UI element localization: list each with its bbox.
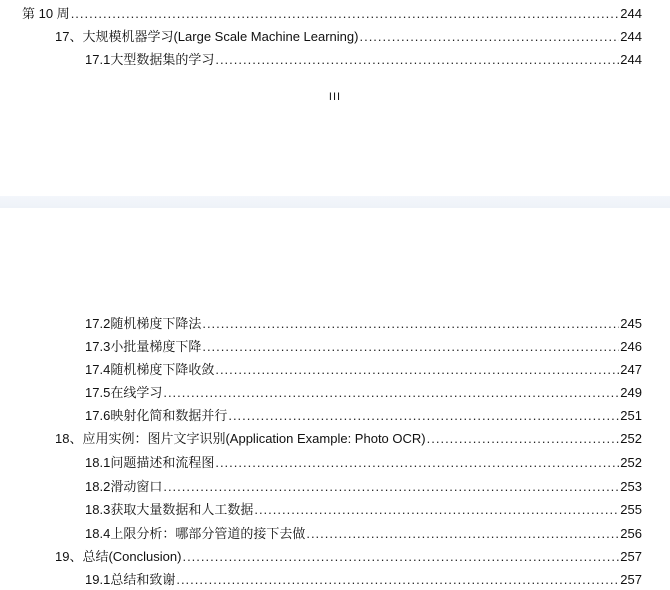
toc-page-top <box>0 0 670 196</box>
toc-leader-dots <box>163 383 619 403</box>
toc-leader-dots <box>215 360 619 380</box>
toc-leader-dots <box>427 429 620 449</box>
toc-leader-dots <box>306 524 619 544</box>
toc-chapter-title: 总结(Conclusion) <box>82 549 182 564</box>
toc-section-title: 大型数据集的学习 <box>110 52 215 67</box>
toc-section-title: 问题描述和流程图 <box>110 455 215 470</box>
toc-page-number: 251 <box>620 408 642 423</box>
toc-entry-chapter-19[interactable] <box>55 547 642 567</box>
toc-section-number: 17.4 <box>85 362 111 377</box>
toc-page-number: 257 <box>620 549 642 564</box>
page-separator <box>0 196 670 208</box>
toc-leader-dots <box>215 453 619 473</box>
toc-chapter-title: 大规模机器学习(Large Scale Machine Learning) <box>82 29 359 44</box>
toc-entry-section-18-2[interactable] <box>85 477 642 497</box>
toc-page-number: 249 <box>620 385 642 400</box>
toc-chapter-number: 19、 <box>55 549 83 564</box>
toc-chapter-number: 17、 <box>55 29 83 44</box>
toc-entry-section-17-3[interactable] <box>85 337 642 357</box>
toc-week-label: 第 10 周 <box>22 6 70 21</box>
toc-entry-section-18-4[interactable] <box>85 524 642 544</box>
toc-page-number: 255 <box>620 502 642 517</box>
toc-leader-dots <box>176 570 619 590</box>
toc-section-title: 滑动窗口 <box>110 479 163 494</box>
toc-section-number: 18.4 <box>85 526 111 541</box>
toc-section-title: 总结和致谢 <box>110 572 176 587</box>
toc-section-title: 获取大量数据和人工数据 <box>110 502 254 517</box>
toc-leader-dots <box>228 406 619 426</box>
toc-leader-dots <box>215 50 619 70</box>
toc-entry-section-19-1[interactable] <box>85 570 642 590</box>
toc-section-title: 上限分析：哪部分管道的接下去做 <box>110 526 306 541</box>
toc-page-number: 244 <box>620 6 642 21</box>
toc-page-number: 244 <box>620 29 642 44</box>
toc-entry-section-17-4[interactable] <box>85 360 642 380</box>
toc-section-title: 映射化简和数据并行 <box>110 408 228 423</box>
toc-leader-dots <box>163 477 619 497</box>
toc-page-number: 252 <box>620 455 642 470</box>
toc-section-title: 在线学习 <box>110 385 163 400</box>
toc-chapter-title: 应用实例：图片文字识别(Application Example: Photo OCR) <box>82 431 426 446</box>
toc-leader-dots <box>254 500 619 520</box>
toc-entry-week-10[interactable] <box>22 4 642 24</box>
toc-leader-dots <box>202 337 619 357</box>
toc-section-title: 随机梯度下降收敛 <box>110 362 215 377</box>
toc-entry-chapter-17[interactable] <box>55 27 642 47</box>
page-footer-number: III <box>328 91 342 103</box>
toc-leader-dots <box>182 547 619 567</box>
toc-section-number: 17.1 <box>85 52 111 67</box>
toc-section-number: 17.2 <box>85 316 111 331</box>
toc-entry-section-18-3[interactable] <box>85 500 642 520</box>
toc-leader-dots <box>202 314 619 334</box>
toc-section-number: 18.2 <box>85 479 111 494</box>
toc-section-number: 18.1 <box>85 455 111 470</box>
toc-page-number: 247 <box>620 362 642 377</box>
toc-chapter-number: 18、 <box>55 431 83 446</box>
toc-page-number: 246 <box>620 339 642 354</box>
toc-entry-section-17-6[interactable] <box>85 406 642 426</box>
toc-section-title: 随机梯度下降法 <box>110 316 202 331</box>
toc-entry-section-17-5[interactable] <box>85 383 642 403</box>
toc-section-number: 19.1 <box>85 572 111 587</box>
toc-section-number: 17.6 <box>85 408 111 423</box>
toc-page-number: 256 <box>620 526 642 541</box>
toc-leader-dots <box>359 27 619 47</box>
toc-entry-section-18-1[interactable] <box>85 453 642 473</box>
toc-section-number: 17.3 <box>85 339 111 354</box>
toc-entry-section-17-1[interactable] <box>85 50 642 70</box>
toc-section-number: 18.3 <box>85 502 111 517</box>
toc-page-number: 252 <box>620 431 642 446</box>
toc-page-bottom <box>0 208 670 590</box>
toc-section-number: 17.5 <box>85 385 111 400</box>
toc-leader-dots <box>71 4 620 24</box>
toc-entry-chapter-18[interactable] <box>55 429 642 449</box>
toc-page-number: 257 <box>620 572 642 587</box>
toc-section-title: 小批量梯度下降 <box>110 339 202 354</box>
toc-page-number: 244 <box>620 52 642 67</box>
toc-page-number: 253 <box>620 479 642 494</box>
toc-page-number: 245 <box>620 316 642 331</box>
toc-entry-section-17-2[interactable] <box>85 314 642 334</box>
